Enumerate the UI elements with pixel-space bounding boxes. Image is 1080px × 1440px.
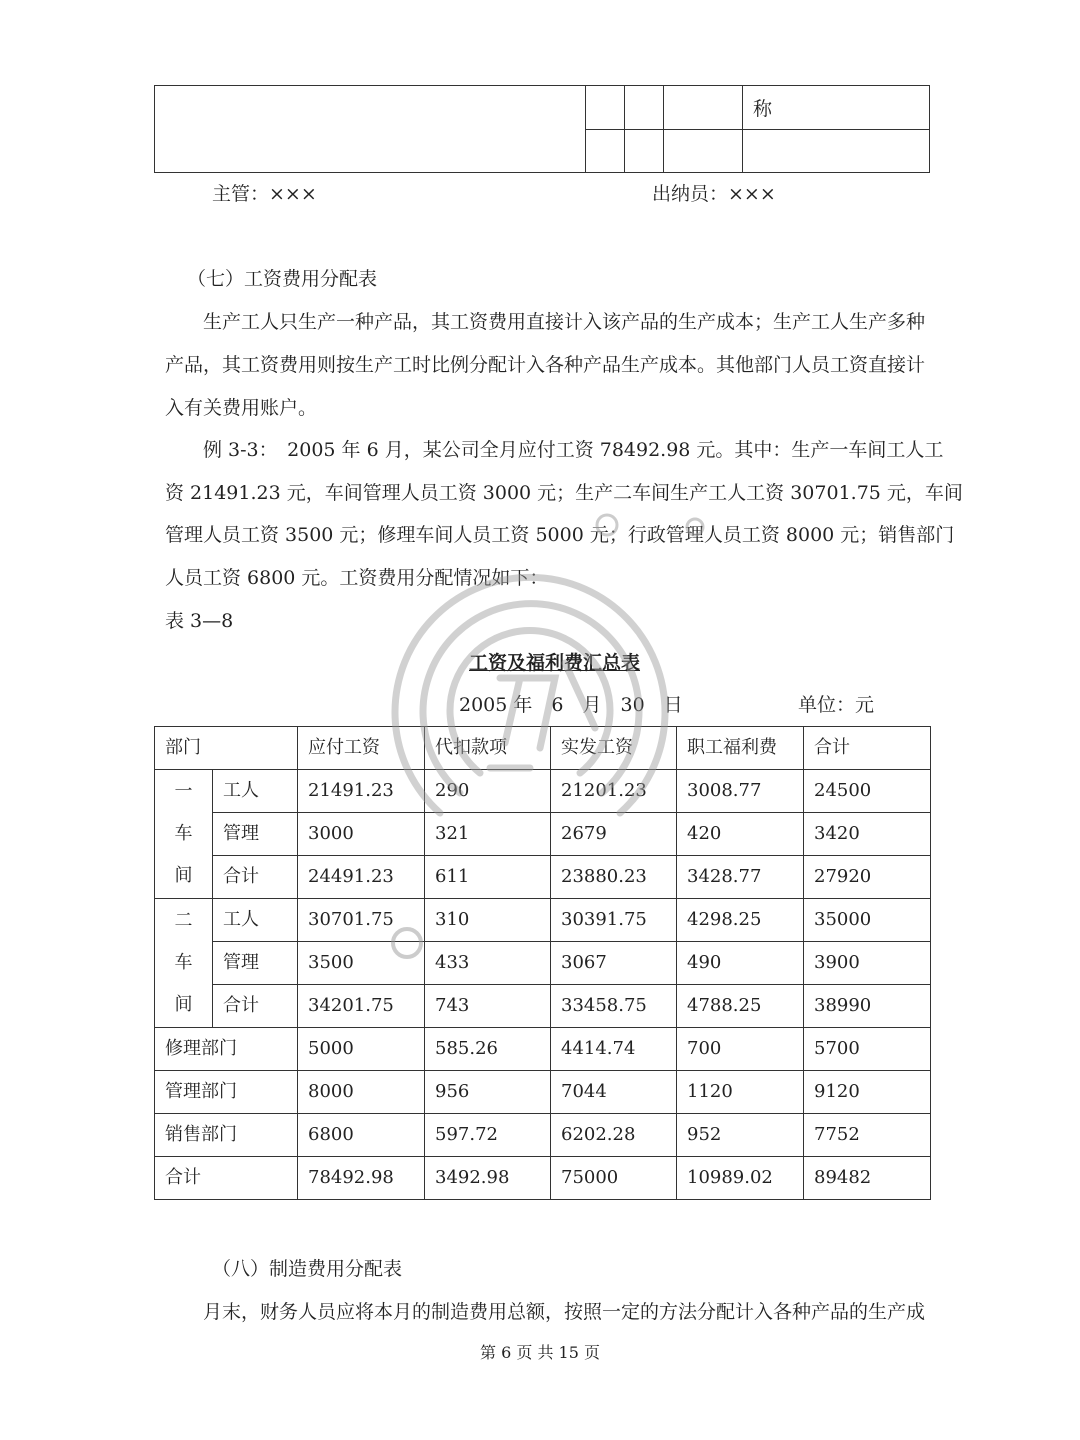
- table-cell: 78492.98: [298, 1157, 425, 1200]
- table-cell: 30701.75: [298, 899, 425, 942]
- fragment-cell: [625, 129, 664, 173]
- table-cell: 3420: [804, 813, 931, 856]
- group-label-workshop-1: [155, 770, 213, 899]
- table-cell: 4414.74: [551, 1028, 677, 1071]
- table-cell: 合计: [155, 1157, 298, 1200]
- group-label-workshop-2: [155, 899, 213, 1028]
- table-cell: 3900: [804, 942, 931, 985]
- table-total-row: [155, 1157, 931, 1200]
- group-label-char: 间: [174, 994, 193, 1015]
- table-cell: 611: [425, 856, 551, 899]
- table-header-row: [155, 727, 931, 770]
- table-cell: 2679: [551, 813, 677, 856]
- group-label-char: 间: [174, 865, 193, 886]
- table-cell: 490: [677, 942, 804, 985]
- table-cell: 35000: [804, 899, 931, 942]
- fragment-cell: [743, 129, 930, 173]
- table-cell: 34201.75: [298, 985, 425, 1028]
- table-cell: 6800: [298, 1114, 425, 1157]
- table-row: [155, 985, 931, 1028]
- table-cell: 5000: [298, 1028, 425, 1071]
- table-cell: 24491.23: [298, 856, 425, 899]
- table-cell: 3492.98: [425, 1157, 551, 1200]
- header-cell: 职工福利费: [677, 727, 804, 770]
- table-cell: 4788.25: [677, 985, 804, 1028]
- table-row: [155, 1114, 931, 1157]
- table-cell: 修理部门: [155, 1028, 298, 1071]
- table-cell: 工人: [213, 899, 298, 942]
- example-line: 管理人员工资 3500 元；修理车间人员工资 5000 元；行政管理人员工资 8000 元；销售部门: [165, 524, 955, 546]
- watermark-circle-icon: [684, 516, 706, 538]
- table-cell: 952: [677, 1114, 804, 1157]
- table-unit: 单位：元: [798, 694, 875, 716]
- group-label-char: 一: [174, 781, 193, 802]
- table-cell: 1120: [677, 1071, 804, 1114]
- example-line: 人员工资 6800 元。工资费用分配情况如下：: [165, 567, 549, 589]
- header-cell: 合计: [804, 727, 931, 770]
- table-cell: 24500: [804, 770, 931, 813]
- table-cell: 420: [677, 813, 804, 856]
- table-cell: 7752: [804, 1114, 931, 1157]
- table-row: [155, 942, 931, 985]
- table-cell: 30391.75: [551, 899, 677, 942]
- fragment-cell: [664, 129, 743, 173]
- table-cell: 310: [425, 899, 551, 942]
- table-cell: 工人: [213, 770, 298, 813]
- table-cell: 3500: [298, 942, 425, 985]
- table-cell: 700: [677, 1028, 804, 1071]
- table-cell: 管理: [213, 942, 298, 985]
- table-label: 表 3—8: [165, 610, 234, 632]
- table-row: [155, 1028, 931, 1071]
- table-cell: 321: [425, 813, 551, 856]
- table-cell: 433: [425, 942, 551, 985]
- table-cell: 6202.28: [551, 1114, 677, 1157]
- salary-welfare-table: [154, 726, 931, 1200]
- table-cell: 3008.77: [677, 770, 804, 813]
- group-label-char: 车: [174, 952, 193, 973]
- table-cell: 9120: [804, 1071, 931, 1114]
- watermark-circle-icon: [390, 926, 424, 960]
- table-cell: 743: [425, 985, 551, 1028]
- table-cell: 89482: [804, 1157, 931, 1200]
- header-cell: 实发工资: [551, 727, 677, 770]
- table-cell: 合计: [213, 985, 298, 1028]
- fragment-cell-label: 称: [743, 86, 930, 130]
- paragraph-line: 生产工人只生产一种产品，其工资费用直接计入该产品的生产成本；生产工人生产多种: [203, 311, 926, 333]
- table-cell: 585.26: [425, 1028, 551, 1071]
- cashier-signature: 出纳员：×××: [652, 183, 776, 205]
- table-cell: 4298.25: [677, 899, 804, 942]
- section7-heading: （七）工资费用分配表: [187, 268, 378, 290]
- header-cell: 代扣款项: [425, 727, 551, 770]
- paragraph-line: 月末，财务人员应将本月的制造费用总额，按照一定的方法分配计入各种产品的生产成: [203, 1301, 926, 1323]
- table-cell: 合计: [213, 856, 298, 899]
- table-cell: 290: [425, 770, 551, 813]
- header-cell: 部门: [155, 727, 298, 770]
- fragment-cell: [625, 86, 664, 130]
- page-footer: 第 6 页 共 15 页: [480, 1343, 600, 1362]
- table-title: 工资及福利费汇总表: [469, 652, 641, 674]
- table-cell: 23880.23: [551, 856, 677, 899]
- example-line: 例 3-3： 2005 年 6 月，某公司全月应付工资 78492.98 元。其中：生产一车间工人工: [203, 439, 944, 461]
- fragment-cell: [586, 129, 625, 173]
- table-cell: 75000: [551, 1157, 677, 1200]
- table-cell: 33458.75: [551, 985, 677, 1028]
- table-row: [155, 856, 931, 899]
- supervisor-signature: 主管：×××: [212, 183, 317, 205]
- table-cell: 10989.02: [677, 1157, 804, 1200]
- paragraph-line: 入有关费用账户。: [165, 397, 318, 419]
- table-cell: 3000: [298, 813, 425, 856]
- table-cell: 3428.77: [677, 856, 804, 899]
- table-cell: 销售部门: [155, 1114, 298, 1157]
- table-cell: 8000: [298, 1071, 425, 1114]
- table-row: [155, 899, 931, 942]
- table-cell: 管理部门: [155, 1071, 298, 1114]
- table-cell: 956: [425, 1071, 551, 1114]
- table-row: [155, 1071, 931, 1114]
- table-cell: 27920: [804, 856, 931, 899]
- fragment-cell: [664, 86, 743, 130]
- table-cell: 597.72: [425, 1114, 551, 1157]
- table-cell: 5700: [804, 1028, 931, 1071]
- table-cell: 21201.23: [551, 770, 677, 813]
- group-label-char: 二: [174, 910, 193, 931]
- table-row: [155, 770, 931, 813]
- example-line: 资 21491.23 元，车间管理人员工资 3000 元；生产二车间生产工人工资 30701.75 元，车间: [165, 482, 963, 504]
- fragment-cell: [586, 86, 625, 130]
- paragraph-line: 产品，其工资费用则按生产工时比例分配计入各种产品生产成本。其他部门人员工资直接计: [165, 354, 926, 376]
- group-label-char: 车: [174, 823, 193, 844]
- table-cell: 7044: [551, 1071, 677, 1114]
- header-cell: 应付工资: [298, 727, 425, 770]
- table-date: 2005 年 6 月 30 日: [459, 694, 683, 716]
- table-row: [155, 813, 931, 856]
- table-cell: 21491.23: [298, 770, 425, 813]
- table-cell: 3067: [551, 942, 677, 985]
- fragment-cell: [155, 86, 586, 173]
- table-cell: 38990: [804, 985, 931, 1028]
- previous-table-fragment: [154, 85, 930, 173]
- watermark-circle-icon: [594, 512, 620, 538]
- table-cell: 管理: [213, 813, 298, 856]
- section8-heading: （八）制造费用分配表: [212, 1258, 403, 1280]
